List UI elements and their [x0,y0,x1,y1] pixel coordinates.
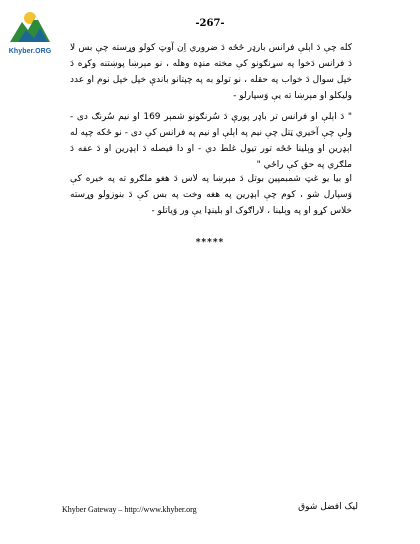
section-separator: ***** [195,238,225,248]
page-number: -267- [195,18,225,29]
paragraph-2: " دَ اېلې او فرانس تر باډر پورې دَ سُرنګونو شمېر 169 او نیم سُرنګ دی - ولې چې آخیري ټتل چې نیم په اېلې او نیم په فرانس کې دی - نو ځکه چپه له اېډرین او وېلینا ځځه تور تیول غلط دي - او دا فیصله دَ اېډرین او دَ عفه دَ ملګري په حق کې راځي " [70,112,352,170]
paragraph-3: او بیا یو غټ شمبمپین بوتل دَ مېرښا په لاس دَ هغو ملګرو ته په خیره کې وَسپارل شو ، کوم چې اېډرین په هغه وخت په بس کې دَ بنوزولو وړسته خلاس کړو او په وېلینا ، لاراګوک او بلینډا یې ور وَیاتلو - [70,174,352,216]
logo-text: Khyber.ORG [8,48,52,55]
khyber-logo [8,8,52,60]
footer-author: لیک افضل شوق [298,502,358,512]
paragraph-1: کله چې دَ اېلې فرانس بارډر ځځه دَ ضروري اِن آوټ کولو وړسته چې بس لا دَ فرانس دَخوا په سړنګونو کې مخته منډه وهله ، نو مېرښا پوښتنه وکړه دَ خپل سوال دَ خواب په حقله ، نو تولو به په چپتانو باندې خپل خپل نوم او عدد ولیکلو او مېرښا ته یې وَسپارلو - [70,43,352,101]
footer-source: Khyber Gateway – http://www.khyber.org [62,505,197,514]
